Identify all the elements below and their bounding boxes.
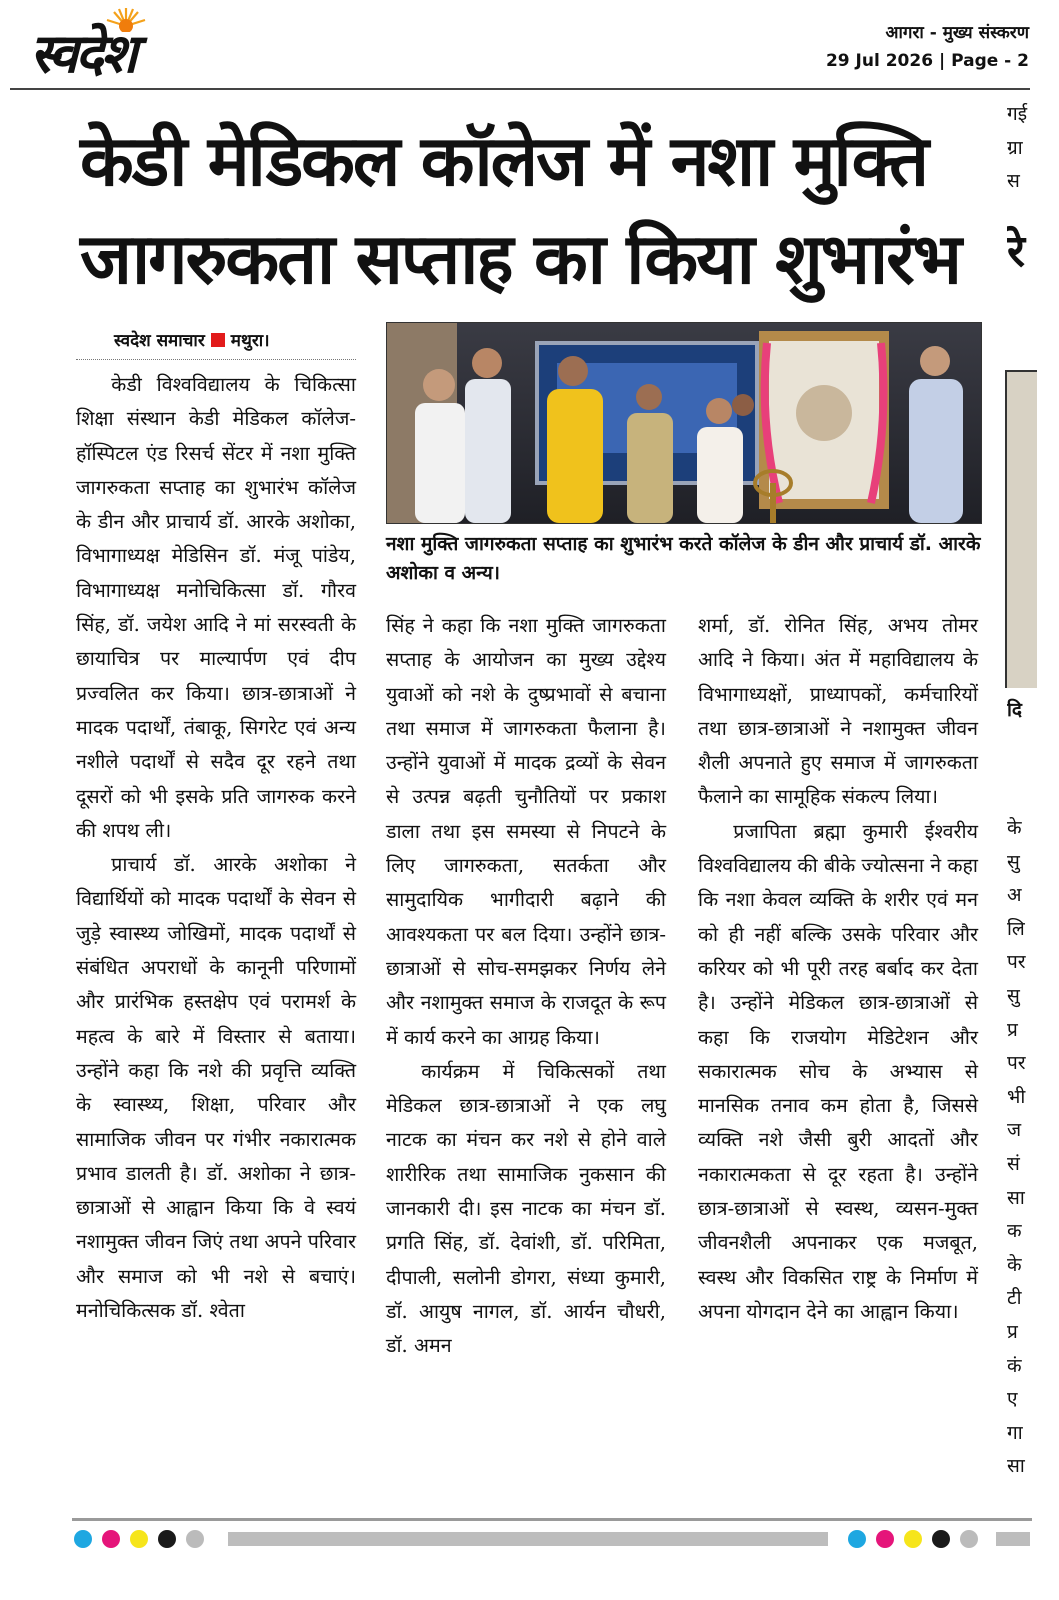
neighbor-text: स: [1007, 170, 1020, 193]
neighbor-text: प्र: [1007, 1018, 1018, 1041]
neighbor-text: ग्रा: [1007, 136, 1023, 159]
headline: [80, 112, 1000, 308]
color-registration-strip: [72, 1528, 1032, 1552]
event-photo: [386, 322, 982, 524]
headline-line-2: जागरुकता सप्ताह का किया शुभारंभ: [80, 218, 960, 300]
neighbor-text: गा: [1007, 1421, 1023, 1444]
neighbor-text: के: [1007, 817, 1022, 839]
neighbor-text: भी: [1007, 1085, 1026, 1108]
byline-source: स्वदेश समाचार: [114, 331, 205, 351]
edition-name: आगरा - मुख्य संस्करण: [885, 23, 1029, 43]
registration-dot-magenta: [102, 1530, 120, 1548]
photo-caption: नशा मुक्ति जागरुकता सप्ताह का शुभारंभ करते कॉलेज के डीन और प्राचार्य डॉ. आरके अशोका व अन्य।: [386, 533, 981, 584]
neighbor-text: लि: [1007, 917, 1025, 940]
headline-line-1: केडी मेडिकल कॉलेज में नशा मुक्ति: [80, 120, 927, 202]
neighbor-text: प्र: [1007, 1320, 1018, 1343]
neighbor-text: टी: [1007, 1287, 1022, 1310]
article-column-2: [386, 609, 666, 1364]
registration-dot-yellow: [130, 1530, 148, 1548]
neighbor-text: सु: [1007, 984, 1020, 1007]
neighbor-text: सु: [1007, 850, 1020, 873]
registration-gray-bar-2: [996, 1532, 1030, 1546]
neighbor-text: के: [1007, 1253, 1022, 1276]
paragraph: केडी विश्वविद्यालय के चिकित्सा शिक्षा संस्थान केडी मेडिकल कॉलेज-हॉस्पिटल एंड रिसर्च सेंटर में नशा मुक्ति जागरुकता सप्ताह का शुभारंभ कॉलेज के डीन और प्राचार्य डॉ. आरके अशोका, विभागाध्यक्ष मेडिसिन डॉ. मंजू पांडेय, विभागाध्यक्ष मनोचिकित्सा डॉ. गौरव सिंह, डॉ. जयेश आदि ने मां सरस्वती के छायाचित्र पर माल्यार्पण एवं दीप प्रज्वलित कर किया। छात्र-छात्राओं ने मादक पदार्थों, तंबाकू, सिगरेट एवं अन्य नशीले पदार्थों से सदैव दूर रहने तथा दूसरों को भी इसके प्रति जागरुक करने की शपथ ली।: [76, 373, 356, 842]
date-page-line: [826, 51, 1029, 71]
red-square-icon: [211, 333, 225, 347]
registration-dot-yellow-2: [904, 1530, 922, 1548]
registration-dot-gray-2: [960, 1530, 978, 1548]
byline: [76, 328, 356, 360]
paragraph: सिंह ने कहा कि नशा मुक्ति जागरुकता सप्ताह के आयोजन का मुख्य उद्देश्य युवाओं को नशे के दुष्प्रभावों से बचाना तथा समाज में जागरुकता फैलाना है। उन्होंने युवाओं में मादक द्रव्यों के सेवन से उत्पन्न बढ़ती चुनौतियों पर प्रकाश डाला तथा इस समस्या से निपटने के लिए जागरुकता, सतर्कता और सामुदायिक भागीदारी बढ़ाने की आवश्यकता पर बल दिया। उन्होंने छात्र-छात्राओं से सोच-समझकर निर्णय लेने और नशामुक्त समाज के राजदूत के रूप में कार्य करने का आग्रह किया।: [386, 614, 666, 1049]
neighbor-text: कं: [1007, 1354, 1022, 1377]
newspaper-logo: स्वदेश: [30, 22, 135, 85]
paragraph: प्राचार्य डॉ. आरके अशोका ने विद्यार्थियों को मादक पदार्थों के सेवन से जुड़े स्वास्थ्य जोखिमों, मादक पदार्थों से संबंधित अपराधों के कानूनी परिणामों और प्रारंभिक हस्तक्षेप एवं परामर्श के महत्व के बारे में विस्तार से बताया। उन्होंने कहा कि नशे की प्रवृत्ति व्यक्ति के स्वास्थ्य, शिक्षा, परिवार और सामाजिक जीवन पर गंभीर नकारात्मक प्रभाव डालती है। डॉ. अशोका ने छात्र-छात्राओं से आह्वान किया कि वे स्वयं नशामुक्त जीवन जिएं तथा अपने परिवार और समाज को भी नशे से बचाएं। मनोचिकित्सक डॉ. श्वेता: [76, 853, 356, 1323]
footer-rule: [72, 1518, 1032, 1521]
registration-dot-gray: [186, 1530, 204, 1548]
registration-dot-cyan-2: [848, 1530, 866, 1548]
neighbor-text: सा: [1007, 1455, 1025, 1478]
edition-info: [826, 20, 1029, 71]
neighbor-text: सा: [1007, 1186, 1025, 1209]
paragraph: शर्मा, डॉ. रोनित सिंह, अभय तोमर आदि ने किया। अंत में महाविद्यालय के विभागाध्यक्षों, प्राध्यापकों, कर्मचारियों तथा छात्र-छात्राओं ने नशामुक्त जीवन शैली अपनाते हुए समाज में जागरुकता फैलाने का सामूहिक संकल्प लिया।: [698, 614, 978, 809]
neighbor-article-body: [1007, 812, 1037, 1484]
masthead: [0, 0, 1059, 92]
article-column-1: [76, 368, 356, 1328]
paragraph: प्रजापिता ब्रह्मा कुमारी ईश्वरीय विश्वविद्यालय की बीके ज्योत्सना ने कहा कि नशा केवल व्यक्ति के शरीर एवं मन को ही नहीं बल्कि उसके परिवार और करियर को भी पूरी तरह बर्बाद कर देता है। उन्होंने मेडिकल छात्र-छात्राओं से कहा कि राजयोग मेडिटेशन और सकारात्मक सोच के अभ्यास से मानसिक तनाव कम होता है, जिससे व्यक्ति नशे जैसी बुरी आदतों और नकारात्मकता से दूर रहता है। उन्होंने छात्र-छात्राओं से स्वस्थ, व्यसन-मुक्त जीवनशैली अपनाकर एक मजबूत, स्वस्थ और विकसित राष्ट्र के निर्माण में अपना योगदान देने का आह्वान किया।: [698, 819, 978, 1323]
neighbor-headline-fragment: रे: [1007, 226, 1025, 277]
issue-date: 29 Jul 2026: [825, 51, 934, 71]
article-column-3: [698, 609, 978, 1329]
registration-dot-black: [158, 1530, 176, 1548]
event-photo-illustration: [387, 323, 981, 523]
neighbor-text: पर: [1007, 1052, 1026, 1075]
neighbor-text: ज: [1007, 1119, 1022, 1142]
registration-gray-bar: [228, 1532, 828, 1546]
paragraph: कार्यक्रम में चिकित्सकों तथा मेडिकल छात्र-छात्राओं ने एक लघु नाटक का मंचन कर नशे से होने वाले शारीरिक तथा सामाजिक नुकसान की जानकारी दी। इस नाटक का मंचन डॉ. प्रगति सिंह, डॉ. देवांशी, डॉ. परिमिता, दीपाली, सलोनी डोगरा, संध्या कुमारी, डॉ. आयुष नागल, डॉ. आर्यन चौधरी, डॉ. अमन: [386, 1059, 666, 1358]
neighbor-text: क: [1007, 1220, 1022, 1243]
neighbor-text: अ: [1007, 884, 1022, 907]
neighbor-text: गई: [1007, 103, 1028, 125]
registration-dot-magenta-2: [876, 1530, 894, 1548]
byline-city: मथुरा।: [230, 331, 270, 351]
neighbor-text: ए: [1007, 1388, 1018, 1411]
neighbor-article-top: [1007, 98, 1037, 199]
page-number: Page - 2: [951, 51, 1029, 71]
registration-dot-cyan: [74, 1530, 92, 1548]
neighbor-text: पर: [1007, 951, 1026, 974]
masthead-rule: [10, 88, 1030, 90]
separator: |: [938, 51, 946, 71]
neighbor-caption-fragment: दि: [1007, 699, 1023, 721]
registration-dot-black-2: [932, 1530, 950, 1548]
neighbor-text: सं: [1007, 1152, 1020, 1175]
neighbor-photo: [1005, 370, 1037, 688]
